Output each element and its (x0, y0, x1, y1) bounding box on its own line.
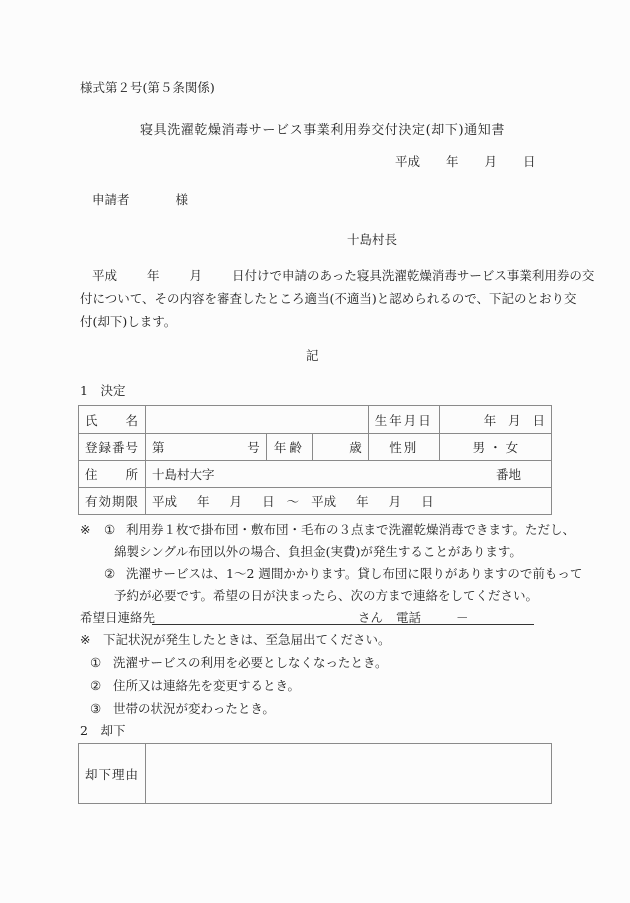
report-heading: 下記状況が発生したときは、至急届出てください。 (103, 632, 391, 647)
validity-label: 有効期限 (79, 488, 146, 515)
row-validity (79, 488, 552, 515)
decision-table (78, 405, 552, 515)
sex-label: 性別 (368, 434, 439, 461)
reg-suffix: 号 (247, 440, 260, 455)
body-line-3: 付(却下)します。 (80, 314, 177, 329)
note-1-line-2: 綿製シングル布団以外の場合、負担金(実費)が発生することがあります。 (114, 544, 522, 559)
report-item-1-num: ① (90, 655, 102, 670)
address-label: 住 所 (79, 461, 146, 488)
row-registration (79, 434, 552, 461)
rejection-table (78, 743, 552, 804)
body-line-1 (92, 270, 594, 283)
issuer: 十島村長 (347, 232, 398, 247)
birth-day: 日 (532, 412, 545, 428)
contact-label: 希望日連絡先 (80, 610, 156, 625)
reg-field[interactable] (146, 434, 267, 461)
contact-phone-dash: － (456, 610, 469, 625)
validity-to-month: 月 (388, 494, 402, 509)
body-era: 平成 (92, 268, 118, 283)
age-unit: 歳 (349, 440, 362, 455)
birth-label: 生年月日 (368, 406, 439, 434)
date-year: 年 (445, 154, 459, 169)
address-field[interactable] (146, 461, 552, 488)
address-prefix: 十島村大字 (152, 467, 215, 482)
report-item-3: 世帯の状況が変わったとき。 (113, 701, 275, 716)
note-1-line-1: 利用券１枚で掛布団・敷布団・毛布の３点まで洗濯乾燥消毒できます。ただし、 (126, 522, 576, 537)
form-number: 様式第２号(第５条関係) (80, 80, 215, 95)
address-suffix: 番地 (495, 467, 521, 482)
validity-from-era: 平成 (152, 494, 178, 509)
document-title: 寝具洗濯乾燥消毒サービス事業利用券交付決定(却下)通知書 (140, 123, 505, 138)
section1-heading: 1 決定 (80, 383, 126, 398)
date-line (395, 156, 535, 169)
reason-field[interactable] (146, 744, 552, 804)
validity-to-era: 平成 (311, 494, 337, 509)
age-field[interactable] (313, 434, 369, 461)
date-month: 月 (484, 154, 497, 169)
contact-phone-label: 電話 (396, 610, 422, 625)
birth-field[interactable] (439, 406, 551, 434)
addressee (92, 194, 188, 207)
ki-heading: 記 (306, 348, 319, 363)
report-item-2-num: ② (90, 678, 102, 693)
report-mark: ※ (80, 632, 91, 647)
sex-field[interactable]: 男 ・ 女 (439, 434, 551, 461)
date-day: 日 (522, 154, 536, 169)
reason-label: 却下理由 (79, 744, 146, 804)
report-item-3-num: ③ (90, 701, 102, 716)
report-item-1: 洗濯サービスの利用を必要としなくなったとき。 (113, 655, 388, 670)
honorific: 様 (175, 192, 188, 207)
validity-to-day: 日 (421, 494, 434, 509)
body-year: 年 (146, 268, 160, 283)
validity-to-year: 年 (356, 494, 369, 509)
note-2-line-2: 予約が必要です。希望の日が決まったら、次の方まで連絡をしてください。 (114, 588, 539, 603)
name-field[interactable] (146, 406, 369, 434)
row-address (79, 461, 552, 488)
reg-label: 登録番号 (79, 434, 146, 461)
body-line-2: 付について、その内容を審査したところ適当(不適当)と認められるので、下記のとおり交 (80, 291, 577, 306)
validity-field[interactable] (146, 488, 552, 515)
validity-from-month: 月 (229, 494, 243, 509)
contact-underline[interactable] (152, 624, 534, 625)
row-name (79, 406, 552, 434)
row-rejection-reason (79, 744, 552, 804)
note-1-num: ① (104, 522, 116, 537)
body-month: 月 (189, 268, 202, 283)
note-2-line-1: 洗濯サービスは、1～2 週間かかります。貸し布団に限りがありますので前もって (126, 566, 583, 581)
validity-tilde: ～ (286, 494, 300, 509)
note-mark: ※ (80, 522, 91, 537)
name-label: 氏 名 (79, 406, 146, 434)
validity-from-year: 年 (197, 494, 210, 509)
date-era: 平成 (395, 154, 421, 169)
age-label: 年齢 (266, 434, 312, 461)
validity-from-day: 日 (262, 494, 275, 509)
reg-prefix: 第 (152, 440, 165, 455)
contact-san: さん (358, 610, 384, 625)
birth-year: 年 (483, 412, 497, 428)
section2-heading: 2 却下 (80, 723, 126, 738)
body-line-1-text: 日付けで申請のあった寝具洗濯乾燥消毒サービス事業利用券の交 (231, 268, 595, 283)
report-item-2: 住所又は連絡先を変更するとき。 (113, 678, 301, 693)
applicant-label: 申請者 (92, 192, 130, 207)
note-2-num: ② (104, 566, 116, 581)
birth-month: 月 (508, 412, 521, 428)
